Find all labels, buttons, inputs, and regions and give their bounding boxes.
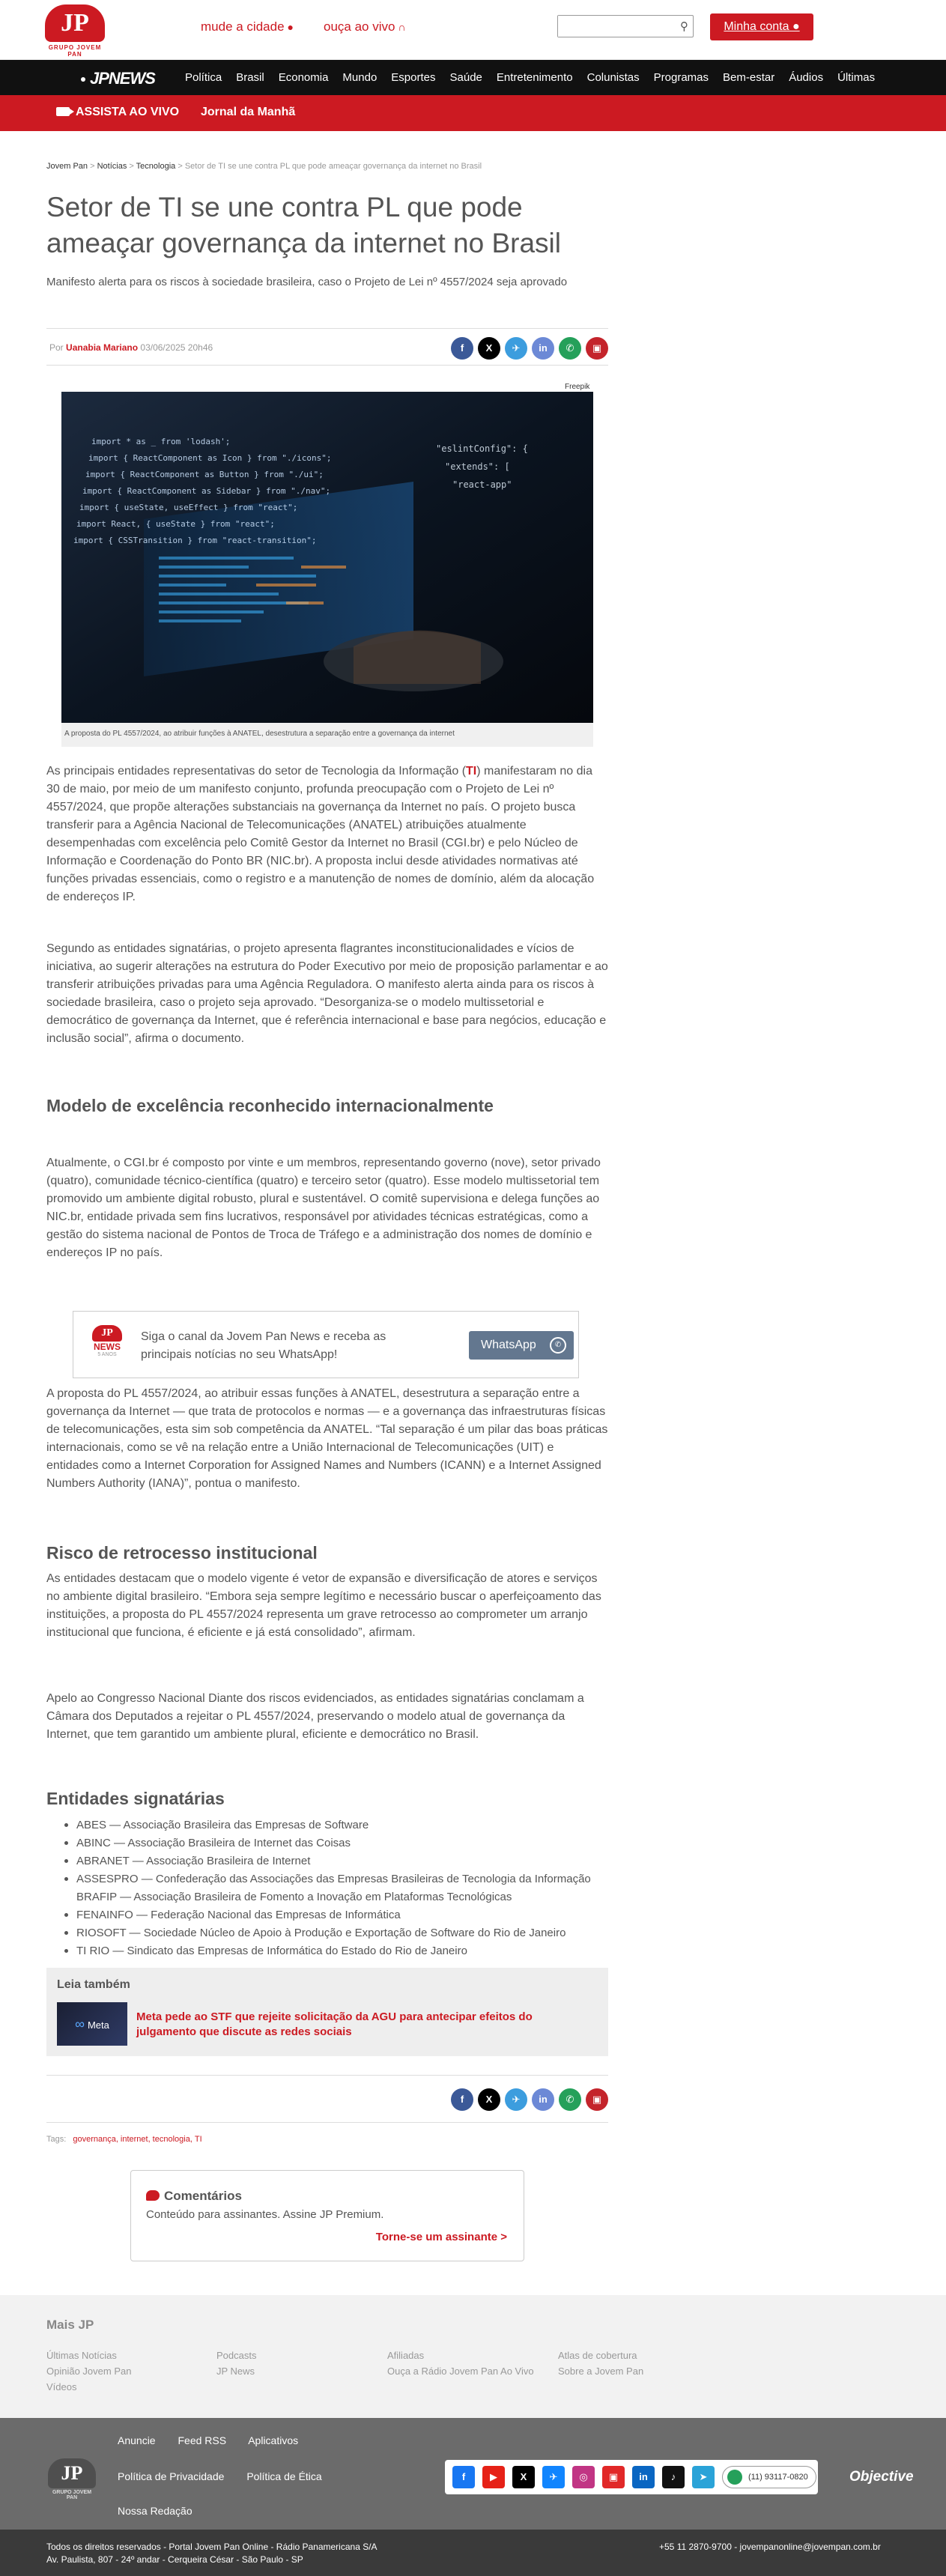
map-pin-icon: ● xyxy=(287,21,294,33)
brand-label: JPNEWS xyxy=(90,69,155,88)
jp-news-logo-mark: JP xyxy=(92,1325,122,1342)
paragraph-4: A proposta do PL 4557/2024, ao atribuir essas funções à ANATEL, desestrutura a separação entre a governança da Internet — que trata de protocolos e normas — e a governança das infraestruturas físicas de telecomunicações, esta sim sob competência da ANATEL. “Tal separação é um pilar das boas práticas internacionais, como se vê na relação entre a União Internacional de Telecomunicações (UIT) e entidades como a Internet Corporation for Assigned Names and Numbers (ICANN) e a Internet Assigned Numbers Authority (IANA)”, pontua o manifesto. xyxy=(46,1387,608,1490)
flipboard-icon[interactable]: ▣ xyxy=(602,2466,625,2488)
objective-logo: Objective xyxy=(849,2469,914,2485)
paragraph-6: Apelo ao Congresso Nacional Diante dos riscos evidenciados, as entidades signatárias conclamam a Câmara dos Deputados a rejeitar o PL 4557/2024, preservando o modelo atual de governança da Internet, que tem garantido um ambiente plural, eficiente e democrático no Brasil. xyxy=(46,1692,584,1741)
list-item: RIOSOFT — Sociedade Núcleo de Apoio à Produção e Exportação de Software do Rio de Janeiro xyxy=(61,1924,608,1942)
brand-dot-icon xyxy=(81,77,85,82)
article-subtitle: Manifesto alerta para os riscos à sociedade brasileira, caso o Projeto de Lei nº 4557/2024 seja aprovado xyxy=(46,276,568,288)
nav-item-bem-estar[interactable]: Bem-estar xyxy=(723,71,775,84)
footer-col-2 xyxy=(216,2348,256,2379)
whatsapp-icon: ✆ xyxy=(550,1337,566,1354)
change-city-label: mude a cidade xyxy=(201,19,285,34)
footer-link[interactable]: Opinião Jovem Pan xyxy=(46,2366,132,2377)
x-icon[interactable]: X xyxy=(478,2088,500,2111)
breadcrumb: Jovem Pan > Notícias > Tecnologia > Setor de TI se une contra PL que pode ameaçar governança da internet no Brasil xyxy=(46,162,482,171)
footer-logo-subtitle: GRUPO JOVEM PAN xyxy=(52,2490,92,2500)
list-item: FENAINFO — Federação Nacional das Empresas de Informática xyxy=(61,1906,608,1924)
search-input[interactable] xyxy=(558,16,670,37)
comments-title xyxy=(146,2189,242,2204)
comments-title-label: Comentários xyxy=(164,2189,242,2203)
bluesky-icon[interactable]: ✈ xyxy=(542,2466,565,2488)
footer-link[interactable]: Últimas Notícias xyxy=(46,2350,117,2361)
footer-link[interactable]: Vídeos xyxy=(46,2381,77,2392)
jp-news-logo xyxy=(88,1325,126,1357)
whatsapp-box-text: Siga o canal da Jovem Pan News e receba as principais notícias no seu WhatsApp! xyxy=(141,1330,386,1361)
photo-caption: A proposta do PL 4557/2024, ao atribuir funções à ANATEL, desestrutura a separação entre a governança da internet xyxy=(61,723,593,747)
paragraph-3: Atualmente, o CGI.br é composto por vinte e um membros, representando governo (nove), setor privado (quatro), comunidade técnico-científica (quatro) e terceiro setor (quatro). Esse modelo multissetorial tem promovido um ambiente digital robusto, plural e sustentável. O comitê supervisiona e delega funções ao NIC.br, entidade privada sem fins lucrativos, responsável por atividades técnicas estratégicas, como a gestão do sistema nacional de Pontos de Troca de Tráfego e a administração dos nomes de domínio e endereços IP no país. xyxy=(46,1157,601,1259)
read-also-label: Leia também xyxy=(57,1978,130,1991)
nav-item-ultimas[interactable]: Últimas xyxy=(837,71,876,84)
footer-link[interactable]: Afiliadas xyxy=(387,2350,425,2361)
nav-item-mundo[interactable]: Mundo xyxy=(342,71,378,84)
code-screen-image xyxy=(61,392,593,723)
subscribe-link[interactable]: Torne-se um assinante > xyxy=(375,2231,507,2243)
search-box xyxy=(557,15,694,37)
listen-live-label: ouça ao vivo xyxy=(324,19,395,34)
nav-item-politica[interactable]: Política xyxy=(185,71,222,84)
comments-box xyxy=(130,2170,524,2261)
footer-logo-mark: JP xyxy=(48,2458,96,2488)
tag-link[interactable]: governança, xyxy=(73,2135,118,2144)
signatories-list xyxy=(61,1816,608,1960)
footer-links-row-1 xyxy=(118,2434,318,2446)
current-show-link[interactable]: Jornal da Manhã xyxy=(201,106,296,118)
whatsapp-follow-button[interactable] xyxy=(469,1331,574,1360)
contact-text: +55 11 2870-9700 - jovempanonline@jovempan.com.br xyxy=(659,2542,881,2552)
footer-links-row-2 xyxy=(118,2470,342,2482)
share-buttons-bottom xyxy=(451,2088,608,2111)
footer-links-row-3 xyxy=(118,2505,212,2517)
linkedin-icon[interactable]: in xyxy=(632,2466,655,2488)
flipboard-icon[interactable]: ▣ xyxy=(586,2088,608,2111)
article-title: Setor de TI se une contra PL que pode ameaçar governança da internet no Brasil xyxy=(46,192,561,258)
photo-credit: Freepik xyxy=(565,383,590,391)
nav-item-colunistas[interactable]: Colunistas xyxy=(586,71,640,84)
footer-link[interactable]: Política de Ética xyxy=(246,2470,322,2482)
footer-col-3 xyxy=(387,2348,534,2379)
logo-mark: JP xyxy=(45,4,105,42)
paragraph-1-b: ) manifestaram no dia 30 de maio, por meio de um manifesto conjunto, profunda preocupação com o Projeto de Lei nº 4557/2024, que propõe alterações substanciais na governança da Internet no país. O projeto busca transferir para a Agência Nacional de Telecomunicações (ANATEL) atribuições atualmente desempenhadas com excelência pelo Comitê Gestor da Internet no Brasil (CGI.br) e pelo Núcleo de Informação e Coordenação do Ponto BR (NIC.br). A proposta inclui desde atividades normativas até funções privadas essenciais, como o registro e a manutenção de nomes de domínio, além da alocação de endereços IP. xyxy=(46,765,595,903)
svg-text:import { useState, useEffect }: import { useState, useEffect } from "react"; xyxy=(79,503,298,512)
share-row-bottom xyxy=(46,2075,608,2123)
breadcrumb-current: Setor de TI se une contra PL que pode ameaçar governança da internet no Brasil xyxy=(184,162,482,171)
svg-text:import { ReactComponent as Sid: import { ReactComponent as Sidebar } from "./nav"; xyxy=(82,486,331,496)
camera-icon xyxy=(56,107,70,116)
telegram-icon[interactable]: ➤ xyxy=(692,2466,715,2488)
tags-row xyxy=(46,2135,202,2144)
footer-link[interactable]: Nossa Redação xyxy=(118,2505,192,2517)
linkedin-icon[interactable]: in xyxy=(532,2088,554,2111)
bluesky-icon[interactable]: ✈ xyxy=(505,2088,527,2111)
nav-item-economia[interactable]: Economia xyxy=(278,71,329,84)
footer-link[interactable]: Feed RSS xyxy=(178,2434,227,2446)
youtube-icon[interactable]: ▶ xyxy=(482,2466,505,2488)
search-icon[interactable]: ⚲ xyxy=(680,20,688,33)
paragraph-2: Segundo as entidades signatárias, o projeto apresenta flagrantes inconstitucionalidades e vícios de iniciativa, ao sugerir alterações na estrutura do Poder Executivo por meio de proposição parlamentar e ao transferir atribuições privadas para uma Agência Reguladora. O manifesto alerta ainda para os riscos à sociedade brasileira, caso o projeto seja aprovado. “Desorganiza-se o modelo multissetorial e democrático de governança da Internet, que é referência internacional e base para negócios, educação e inclusão social”, afirma o documento. xyxy=(46,942,608,1045)
nav-items xyxy=(185,71,889,84)
tag-link[interactable]: tecnologia, xyxy=(152,2135,192,2144)
facebook-icon[interactable]: f xyxy=(452,2466,475,2488)
comment-bubble-icon xyxy=(146,2190,160,2201)
read-also-thumb-text: Meta xyxy=(87,2019,109,2031)
footer-more-jp xyxy=(0,2295,946,2418)
nav-item-programas[interactable]: Programas xyxy=(653,71,709,84)
whatsapp-icon[interactable]: ✆ xyxy=(559,2088,581,2111)
nav-item-esportes[interactable]: Esportes xyxy=(391,71,436,84)
meta-logo-icon: ∞ xyxy=(75,2016,85,2031)
nav-item-brasil[interactable]: Brasil xyxy=(236,71,264,84)
footer-link[interactable]: Anuncie xyxy=(118,2434,156,2446)
author-link[interactable]: Uanabia Mariano xyxy=(66,342,139,353)
whatsapp-phone-link[interactable]: (11) 93117-0820 xyxy=(722,2466,816,2488)
footer-col-4 xyxy=(558,2348,643,2379)
svg-text:import React, { useState } fro: import React, { useState } from "react"; xyxy=(76,519,275,529)
footer-link[interactable]: Sobre a Jovem Pan xyxy=(558,2366,644,2377)
watch-live-link[interactable] xyxy=(56,106,179,119)
section-heading-1: Modelo de excelência reconhecido internacionalmente xyxy=(46,1096,494,1115)
jp-news-logo-years: 5 ANOS xyxy=(97,1352,117,1357)
footer-logo[interactable] xyxy=(48,2458,96,2500)
main-nav xyxy=(0,60,946,95)
watch-live-label: ASSISTA AO VIVO xyxy=(76,106,180,118)
footer-bottom xyxy=(0,2530,946,2576)
live-bar xyxy=(0,95,946,131)
list-item: ASSESPRO — Confederação das Associações das Empresas Brasileiras de Tecnologia da Informação BRAFIP — Associação Brasileira de Fomento a Inovação em Plataformas Tecnológicas xyxy=(61,1870,608,1906)
svg-text:"extends": [: "extends": [ xyxy=(445,461,510,472)
tag-link[interactable]: TI xyxy=(194,2135,202,2144)
read-also-thumbnail[interactable] xyxy=(57,2002,127,2046)
account-button[interactable] xyxy=(710,13,813,40)
linkedin-icon[interactable]: in xyxy=(532,337,554,360)
read-also-link[interactable]: Meta pede ao STF que rejeite solicitação da AGU para antecipar efeitos do julgamento que discute as redes sociais xyxy=(136,2010,533,2038)
article-photo xyxy=(61,392,593,723)
footer-main xyxy=(0,2418,946,2530)
bluesky-icon[interactable]: ✈ xyxy=(505,337,527,360)
footer-more-title: Mais JP xyxy=(46,2318,94,2332)
publish-date: 03/06/2025 20h46 xyxy=(140,342,213,353)
byline-row xyxy=(46,328,608,366)
copyright-text: Todos os direitos reservados - Portal Jovem Pan Online - Rádio Panamericana S/A xyxy=(46,2542,378,2552)
list-item: TI RIO — Sindicato das Empresas de Informática do Estado do Rio de Janeiro xyxy=(61,1942,608,1960)
tag-link[interactable]: internet, xyxy=(120,2135,151,2144)
footer-link[interactable]: Podcasts xyxy=(216,2350,257,2361)
list-item: ABES — Associação Brasileira das Empresas de Software xyxy=(61,1816,608,1834)
breadcrumb-noticias[interactable]: Notícias xyxy=(97,162,127,171)
footer-link[interactable]: Atlas de cobertura xyxy=(558,2350,637,2361)
footer-link[interactable]: Política de Privacidade xyxy=(118,2470,225,2482)
account-label: Minha conta xyxy=(724,20,789,33)
logo-subtitle: GRUPO JOVEM PAN xyxy=(48,44,102,58)
svg-text:import { ReactComponent as Ico: import { ReactComponent as Icon } from "./icons"; xyxy=(88,453,332,463)
footer-col-1 xyxy=(46,2348,131,2395)
svg-text:"react-app": "react-app" xyxy=(452,479,512,490)
tiktok-icon[interactable]: ♪ xyxy=(662,2466,685,2488)
section-heading-3: Entidades signatárias xyxy=(46,1789,225,1808)
byline-prefix: Por xyxy=(49,342,64,353)
whatsapp-icon[interactable]: ✆ xyxy=(559,337,581,360)
section-heading-2: Risco de retrocesso institucional xyxy=(46,1543,318,1563)
svg-text:import * as _ from 'lodash';: import * as _ from 'lodash'; xyxy=(91,437,231,446)
paragraph-1-a: As principais entidades representativas do setor de Tecnologia da Informação ( xyxy=(46,765,467,778)
x-icon[interactable]: X xyxy=(478,337,500,360)
tags-label: Tags: xyxy=(46,2135,67,2144)
breadcrumb-tecnologia[interactable]: Tecnologia xyxy=(136,162,176,171)
breadcrumb-jovem-pan[interactable]: Jovem Pan xyxy=(46,162,88,171)
address-text: Av. Paulista, 807 - 24º andar - Cerqueira César - São Paulo - SP xyxy=(46,2554,303,2565)
instagram-icon[interactable]: ◎ xyxy=(572,2466,595,2488)
change-city-link[interactable] xyxy=(201,19,294,34)
footer-link[interactable]: Ouça a Rádio Jovem Pan Ao Vivo xyxy=(387,2366,534,2377)
list-item: ABRANET — Associação Brasileira de Internet xyxy=(61,1852,608,1870)
share-buttons-top xyxy=(451,337,608,360)
paragraph-1 xyxy=(46,763,608,906)
jovem-pan-logo[interactable] xyxy=(45,4,105,58)
svg-text:import { ReactComponent as But: import { ReactComponent as Button } from "./ui"; xyxy=(85,470,324,479)
whatsapp-follow-label: WhatsApp xyxy=(481,1339,536,1351)
user-icon: ● xyxy=(792,20,800,33)
list-item: ABINC — Associação Brasileira de Internet das Coisas xyxy=(61,1834,608,1852)
footer-link[interactable]: Aplicativos xyxy=(248,2434,299,2446)
flipboard-icon[interactable]: ▣ xyxy=(586,337,608,360)
jpnews-brand[interactable] xyxy=(81,69,155,88)
footer-link[interactable]: JP News xyxy=(216,2366,255,2377)
facebook-icon[interactable]: f xyxy=(451,337,473,360)
jp-news-logo-news: NEWS xyxy=(94,1342,121,1352)
read-also-box xyxy=(46,1968,608,2056)
svg-text:import { CSSTransition } from: import { CSSTransition } from "react-transition"; xyxy=(73,536,317,545)
whatsapp-follow-box xyxy=(73,1311,579,1378)
social-links xyxy=(445,2460,818,2494)
top-header xyxy=(0,0,946,60)
nav-item-entretenimento[interactable]: Entretenimento xyxy=(496,71,573,84)
nav-item-saude[interactable]: Saúde xyxy=(449,71,482,84)
headphones-icon: ∩ xyxy=(398,21,406,33)
nav-item-audios[interactable]: Áudios xyxy=(789,71,824,84)
ti-tag-link[interactable]: TI xyxy=(466,765,477,778)
facebook-icon[interactable]: f xyxy=(451,2088,473,2111)
paragraph-5: As entidades destacam que o modelo vigente é vetor de expansão e diversificação de atores e serviços no ambiente digital brasileiro. “Embora seja sempre legítimo e necessário buscar o aperfeiçoamento das instituições, a proposta do PL 4557/2024 representa um grave retrocesso ao comprometer um arranjo institucional que funciona, é eficiente e já está consolidado”, afirmam. xyxy=(46,1572,601,1639)
byline xyxy=(49,342,213,353)
x-icon[interactable]: X xyxy=(512,2466,535,2488)
svg-text:"eslintConfig": {: "eslintConfig": { xyxy=(436,443,528,454)
listen-live-link[interactable] xyxy=(324,19,406,34)
comments-subtitle: Conteúdo para assinantes. Assine JP Premium. xyxy=(146,2208,384,2221)
